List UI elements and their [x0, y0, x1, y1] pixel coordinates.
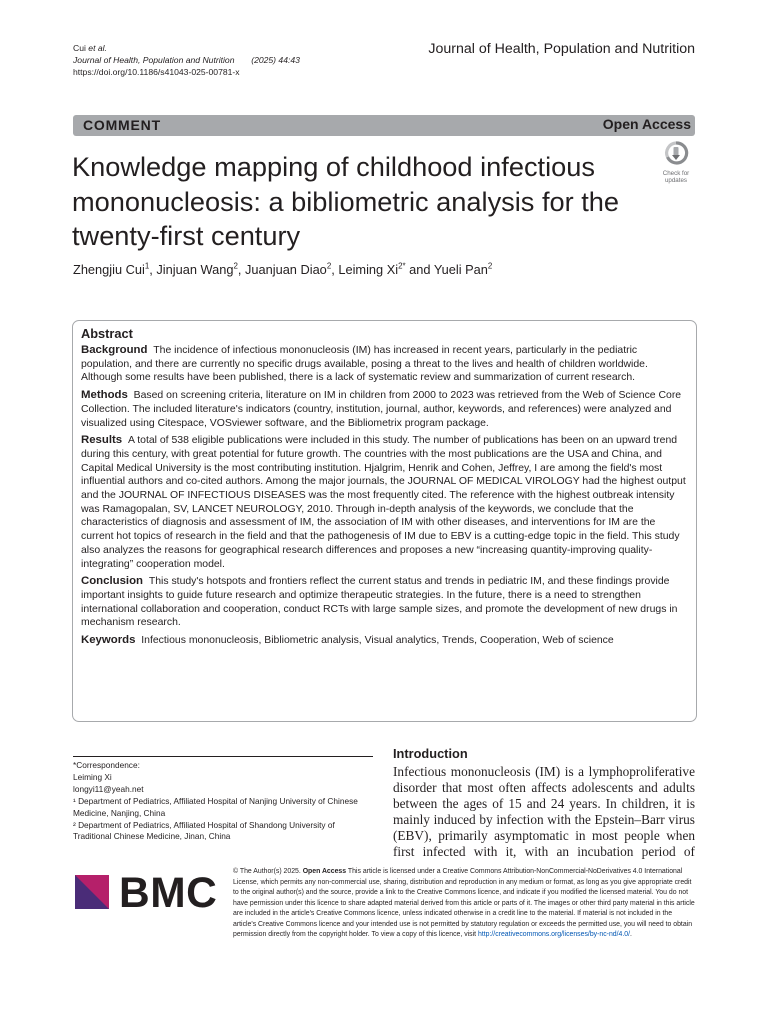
abstract-text: The incidence of infectious mononucleosis (IM) has increased in recent years, particularly in the pediatric population, and there are currently no specific drugs available, posing a threat to the lives and health of children worldwide. Although some results have been published, there is a lack of systematic review and summarization of current research. — [81, 345, 648, 384]
abstract-label: Results — [81, 434, 123, 447]
bmc-logo-text: BMC — [119, 870, 218, 917]
running-author: Cui — [73, 43, 89, 53]
correspondence-name: Leiming Xi — [73, 771, 112, 782]
keywords-text: Infectious mononucleosis, Bibliometric analysis, Visual analytics, Trends, Cooperation, Web of science — [141, 635, 614, 647]
bmc-logo — [75, 870, 220, 917]
author-affiliation-marker: 2 — [326, 261, 332, 271]
abstract-results — [81, 434, 690, 571]
author-name: Zhengjiu Cui — [73, 262, 145, 277]
article-title: Knowledge mapping of childhood infectious mononucleosis: a bibliometric analysis for the twenty-first century — [72, 151, 620, 251]
running-header — [73, 42, 300, 79]
article-type: COMMENT — [83, 117, 161, 133]
check-for-updates-label: Check for updates — [662, 170, 690, 184]
license-tail: . — [630, 931, 632, 938]
author-affiliation-marker: 2 — [487, 261, 493, 271]
license-copyright: © The Author(s) 2025. — [233, 868, 303, 875]
article-type-bar — [73, 115, 695, 136]
abstract-label: Conclusion — [81, 575, 144, 588]
author-name: Leiming Xi — [338, 262, 399, 277]
abstract-methods — [81, 389, 690, 430]
affiliation-1: ¹ Department of Pediatrics, Affiliated Hospital of Nanjing University of Chinese Medicine, Nanjing, China — [73, 795, 358, 818]
check-for-updates-icon — [663, 141, 689, 165]
affiliation-2: ² Department of Pediatrics, Affiliated Hospital of Shandong University of Traditional Chinese Medicine, Jinan, China — [73, 819, 335, 842]
license-body: This article is licensed under a Creative Commons Attribution-NonCommercial-NoDerivatives 4.0 International License, which permits any non-commercial use, sharing, distribution and reproduction in any medium or format, as long as you give appropriate credit to the original author(s) and the source, provide a link to the Creative Commons licence, and indicate if you modified the licensed material. You do not have permission under this licence to share adapted material derived from this article or parts of it. The images or other third party material in this article are included in the article's Creative Commons licence, unless indicated otherwise in a credit line to the material. If material is not included in the article's Creative Commons licence and your intended use is not permitted by statutory regulation or exceeds the permitted use, you will need to obtain permission directly from the copyright holder. To view a copy of this licence, visit — [233, 868, 695, 938]
abstract-conclusion — [81, 575, 690, 630]
abstract-heading: Abstract — [81, 326, 133, 341]
introduction-text: Infectious mononucleosis (IM) is a lymphoproliferative disorder that most often affects adolescents and adults between the ages of 15 and 24 years. In children, it is mainly induced by infection with the Epstein–Barr virus (EBV), primarily asymptomatic in most people when first infected with it, with an incubation period of — [393, 764, 695, 859]
abstract-text: This study's hotspots and frontiers reflect the current status and trends in pediatric IM, and these findings provide important insights to guide future research and optimize therapeutic strategies. In the future, there is a need to strengthen international collaboration and cooperation, conduct RCTs with large sample sizes, and promote the development of new drugs in mechanism research. — [81, 576, 678, 629]
running-author-etal: et al. — [88, 43, 107, 53]
footnote-rule — [73, 756, 373, 757]
citation-journal: Journal of Health, Population and Nutrition — [73, 55, 235, 66]
check-for-updates-badge[interactable] — [657, 141, 695, 184]
abstract-label: Methods — [81, 389, 128, 402]
abstract-text: A total of 538 eligible publications were included in this study. The number of publications has been on an upward trend during this century, with great potential for future growth. The countries with the most publications are the USA and China, and Capital Medical University is the most contributing institution. Hjalgrim, Henrik and Cohen, Jeffrey, I are among the field's most influential authors and co-cited authors. Among the major journals, the JOURNAL OF MEDICAL VIROLOGY had the highest output and the JOURNAL OF INFECTIOUS DISEASES was the most frequently cited. The reference with the highest outbreak intensity was Ramagopalan, SV, LANCET NEUROLOGY, 2010. Through in-depth analysis of the keywords, we conclude that the characteristics of diagnosis and assessment of IM, the association of IM with other diseases, and interventions for IM are the current hot topics of research in the field and that the pathogenesis of IM due to EBV is a cutting-edge topic in the field. This study also analyzes the reasons for geographical research differences and proposes a new “increasing quantity-improving quality-integrating” cooperation model. — [81, 435, 686, 570]
author-affiliation-marker: 2 — [233, 261, 238, 271]
abstract-label: Keywords — [81, 634, 136, 647]
abstract-label: Background — [81, 344, 148, 356]
abstract-background — [81, 344, 690, 385]
author-affiliation-marker: 1 — [144, 261, 150, 271]
abstract-text: Based on screening criteria, literature on IM in children from 2000 to 2023 was retrieved from the Web of Science Core Collection. The included literature's indicators (country, institution, journal, author, keywords, and references) were analyzed and visualized using Citespace, VOSviewer software, and the Bibliometrix program package. — [81, 390, 682, 429]
abstract-box — [72, 320, 697, 722]
author-name: Juanjuan Diao — [244, 262, 327, 277]
doi-link[interactable]: https://doi.org/10.1186/s41043-025-00781-x — [73, 67, 240, 78]
introduction-heading: Introduction — [393, 746, 468, 761]
license-open-access: Open Access — [302, 868, 347, 875]
author-name: Jinjuan Wang — [156, 262, 234, 277]
citation-volume: (2025) 44:43 — [251, 55, 300, 66]
correspondence-label: *Correspondence: — [73, 760, 140, 770]
footnotes — [73, 760, 373, 843]
author-name: Yueli Pan — [433, 262, 488, 277]
author-list: Zhengjiu Cui$^1$, Jinjuan Wang$^2$, Juanjuan Diao$^2$, Leiming $Xi^{2*}$ and Yueli Pan$^2$ — [73, 261, 493, 277]
license-link[interactable]: http://creativecommons.org/licenses/by-nc-nd/4.0/ — [477, 931, 631, 938]
bmc-logo-icon — [75, 875, 109, 909]
correspondence-email[interactable]: longyi11@yeah.net — [73, 783, 144, 794]
author-affiliation-marker: 2* — [398, 261, 406, 271]
open-access-label: Open Access — [602, 116, 691, 132]
license-text — [233, 867, 695, 941]
abstract-keywords — [81, 634, 690, 648]
journal-name: Journal of Health, Population and Nutrition — [428, 41, 695, 57]
